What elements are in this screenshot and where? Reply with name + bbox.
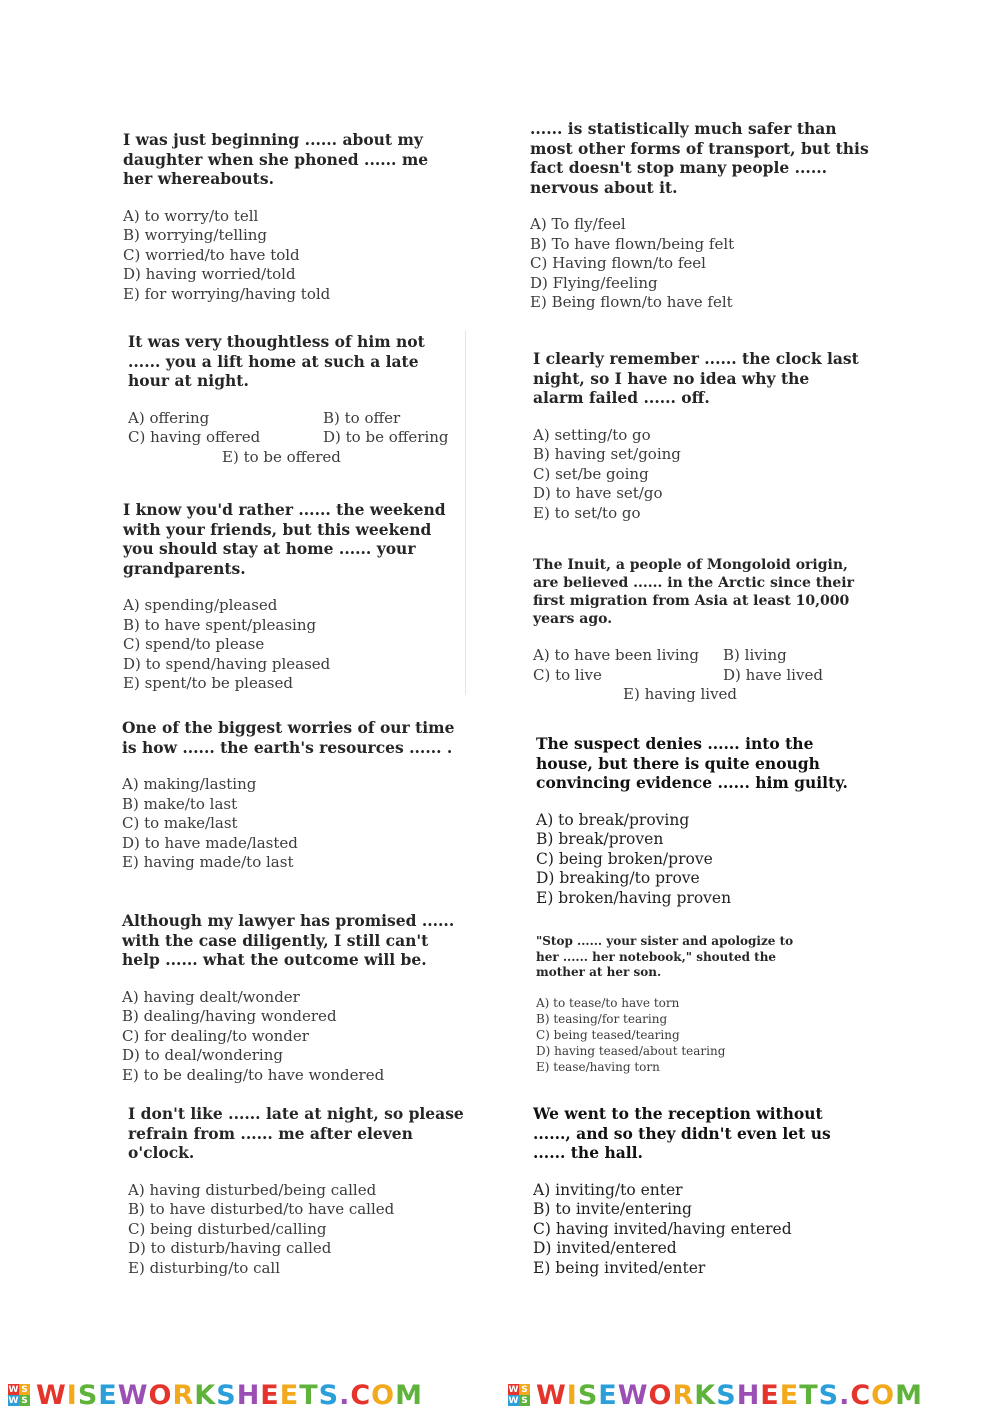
question-stem: I was just beginning ...... about my daughter when she phoned ...... me her whereabouts. bbox=[123, 130, 429, 188]
question-r6 bbox=[533, 1104, 863, 1278]
option-d[interactable]: D) having teased/about tearing bbox=[536, 1043, 726, 1058]
option-d[interactable]: D) invited/entered bbox=[533, 1239, 677, 1258]
option-e[interactable]: E) to be dealing/to have wondered bbox=[122, 1065, 385, 1084]
option-e[interactable]: E) broken/having proven bbox=[536, 888, 732, 907]
logo-tile: S bbox=[519, 1395, 530, 1406]
question-l1 bbox=[123, 130, 458, 304]
options-grid bbox=[128, 409, 458, 448]
options-list bbox=[533, 646, 863, 705]
option-d[interactable]: D) to be offering bbox=[323, 428, 449, 447]
question-l4 bbox=[122, 718, 457, 873]
options-list bbox=[533, 426, 863, 524]
option-b[interactable]: B) worrying/telling bbox=[123, 226, 268, 245]
options-list bbox=[122, 775, 457, 873]
option-d[interactable]: D) to spend/having pleased bbox=[123, 654, 331, 673]
question-l3 bbox=[123, 500, 458, 694]
option-b[interactable]: B) to have disturbed/to have called bbox=[128, 1200, 395, 1219]
question-l6 bbox=[128, 1104, 473, 1278]
logo-tile: S bbox=[19, 1395, 30, 1406]
options-list bbox=[123, 596, 458, 694]
option-b[interactable]: B) To have flown/being felt bbox=[530, 234, 735, 253]
question-r3 bbox=[533, 556, 863, 705]
option-a[interactable]: A) offering bbox=[128, 408, 210, 427]
option-d[interactable]: D) to have set/go bbox=[533, 484, 663, 503]
option-e[interactable]: E) for worrying/having told bbox=[123, 284, 331, 303]
option-b[interactable]: B) having set/going bbox=[533, 445, 681, 464]
option-b[interactable]: B) to offer bbox=[323, 408, 401, 427]
question-r1 bbox=[530, 119, 880, 313]
question-stem: The Inuit, a people of Mongoloid origin, are believed ...... in the Arctic since their first migration from Asia at least 10,000 years ago. bbox=[533, 557, 854, 627]
options-list bbox=[128, 409, 458, 468]
question-l2 bbox=[128, 332, 458, 467]
logo-tile: W bbox=[508, 1384, 519, 1395]
question-stem: ...... is statistically much safer than most other forms of transport, but this fact doesn't stop many people ...... nervous about it. bbox=[530, 119, 869, 197]
options-list bbox=[123, 207, 458, 305]
option-d[interactable]: D) to disturb/having called bbox=[128, 1239, 332, 1258]
option-e[interactable]: E) tease/having torn bbox=[536, 1059, 660, 1074]
option-a[interactable]: A) making/lasting bbox=[122, 775, 257, 793]
question-stem: Although my lawyer has promised ...... with the case diligently, I still can't help ...... what the outcome will be. bbox=[122, 911, 455, 969]
options-grid bbox=[533, 646, 863, 685]
brand-logo-icon bbox=[8, 1384, 30, 1406]
logo-tile: W bbox=[8, 1395, 19, 1406]
option-a[interactable]: A) setting/to go bbox=[533, 425, 651, 444]
brand-name: WISEWORKSHEETS.COM bbox=[36, 1379, 423, 1411]
brand-logo-icon bbox=[508, 1384, 530, 1406]
option-e[interactable]: E) to set/to go bbox=[533, 503, 641, 522]
option-a[interactable]: A) having dealt/wonder bbox=[122, 987, 300, 1006]
brand-block[interactable] bbox=[0, 1380, 500, 1411]
question-l5 bbox=[122, 911, 457, 1085]
question-stem: One of the biggest worries of our time is how ...... the earth's resources ...... . bbox=[122, 718, 455, 757]
question-stem: The suspect denies ...... into the house, but there is quite enough convincing evidence ...... him guilty. bbox=[536, 734, 848, 792]
option-b[interactable]: B) make/to last bbox=[122, 794, 238, 813]
option-e[interactable]: E) Being flown/to have felt bbox=[530, 293, 733, 312]
option-e[interactable]: E) having made/to last bbox=[122, 853, 294, 872]
option-d[interactable]: D) breaking/to prove bbox=[536, 869, 700, 888]
footer-brand-bar bbox=[0, 1377, 1000, 1413]
logo-tile: S bbox=[19, 1384, 30, 1395]
option-a[interactable]: A) to have been living bbox=[533, 646, 699, 664]
question-stem: I don't like ...... late at night, so please refrain from ...... me after eleven o'clock. bbox=[128, 1104, 464, 1162]
option-c[interactable]: C) having invited/having entered bbox=[533, 1219, 792, 1238]
logo-tile: W bbox=[8, 1384, 19, 1395]
option-a[interactable]: A) To fly/feel bbox=[530, 215, 626, 233]
option-e[interactable]: E) disturbing/to call bbox=[128, 1258, 281, 1277]
option-d[interactable]: D) having worried/told bbox=[123, 265, 296, 284]
column-divider bbox=[465, 330, 466, 695]
option-c[interactable]: C) being teased/tearing bbox=[536, 1027, 680, 1042]
options-list bbox=[530, 215, 880, 313]
option-e[interactable]: E) being invited/enter bbox=[533, 1258, 706, 1277]
logo-tile: S bbox=[519, 1384, 530, 1395]
option-d[interactable]: D) to deal/wondering bbox=[122, 1046, 283, 1065]
options-list bbox=[536, 811, 866, 909]
options-list bbox=[122, 988, 457, 1086]
question-stem: I know you'd rather ...... the weekend with your friends, but this weekend you should stay at home ...... your grandparents. bbox=[123, 500, 446, 578]
question-r4 bbox=[536, 734, 866, 908]
option-c[interactable]: C) to live bbox=[533, 665, 602, 684]
option-a[interactable]: A) having disturbed/being called bbox=[128, 1180, 377, 1199]
option-d[interactable]: D) Flying/feeling bbox=[530, 273, 658, 292]
option-e[interactable]: E) having lived bbox=[623, 685, 738, 704]
option-b[interactable]: B) dealing/having wondered bbox=[122, 1007, 337, 1026]
option-a[interactable]: A) spending/pleased bbox=[123, 596, 278, 614]
option-a[interactable]: A) to break/proving bbox=[536, 810, 690, 829]
option-c[interactable]: C) having offered bbox=[128, 428, 261, 447]
option-a[interactable]: A) inviting/to enter bbox=[533, 1180, 683, 1199]
option-c[interactable]: C) being disturbed/calling bbox=[128, 1219, 327, 1238]
option-e[interactable]: E) spent/to be pleased bbox=[123, 674, 293, 693]
options-list bbox=[533, 1181, 863, 1279]
option-c[interactable]: C) set/be going bbox=[533, 464, 649, 483]
logo-tile: W bbox=[508, 1395, 519, 1406]
question-stem: I clearly remember ...... the clock last night, so I have no idea why the alarm failed ...... off. bbox=[533, 349, 859, 407]
question-stem: "Stop ...... your sister and apologize to her ...... her notebook," shouted the mother at her son. bbox=[536, 934, 794, 979]
option-e[interactable]: E) to be offered bbox=[222, 447, 341, 466]
option-b[interactable]: B) to invite/entering bbox=[533, 1200, 692, 1219]
option-a[interactable]: A) to tease/to have torn bbox=[536, 995, 680, 1010]
brand-block[interactable] bbox=[500, 1380, 1000, 1411]
options-list bbox=[128, 1181, 473, 1279]
option-c[interactable]: C) being broken/prove bbox=[536, 849, 713, 868]
option-d[interactable]: D) to have made/lasted bbox=[122, 833, 298, 852]
question-stem: We went to the reception without ......, and so they didn't even let us ...... the hall. bbox=[533, 1104, 831, 1162]
option-c[interactable]: C) spend/to please bbox=[123, 635, 265, 654]
option-d[interactable]: D) have lived bbox=[723, 665, 823, 684]
question-r5 bbox=[536, 934, 806, 1075]
options-list bbox=[536, 995, 806, 1075]
option-c[interactable]: C) worried/to have told bbox=[123, 245, 300, 264]
option-c[interactable]: C) for dealing/to wonder bbox=[122, 1026, 309, 1045]
brand-name: WISEWORKSHEETS.COM bbox=[536, 1379, 923, 1411]
option-c[interactable]: C) to make/last bbox=[122, 814, 238, 833]
option-b[interactable]: B) to have spent/pleasing bbox=[123, 615, 317, 634]
option-b[interactable]: B) break/proven bbox=[536, 830, 664, 849]
option-b[interactable]: B) living bbox=[723, 646, 787, 664]
option-a[interactable]: A) to worry/to tell bbox=[123, 206, 259, 225]
option-b[interactable]: B) teasing/for tearing bbox=[536, 1011, 668, 1026]
option-c[interactable]: C) Having flown/to feel bbox=[530, 254, 706, 273]
question-r2 bbox=[533, 349, 863, 523]
question-stem: It was very thoughtless of him not ...... you a lift home at such a late hour at night. bbox=[128, 332, 425, 390]
